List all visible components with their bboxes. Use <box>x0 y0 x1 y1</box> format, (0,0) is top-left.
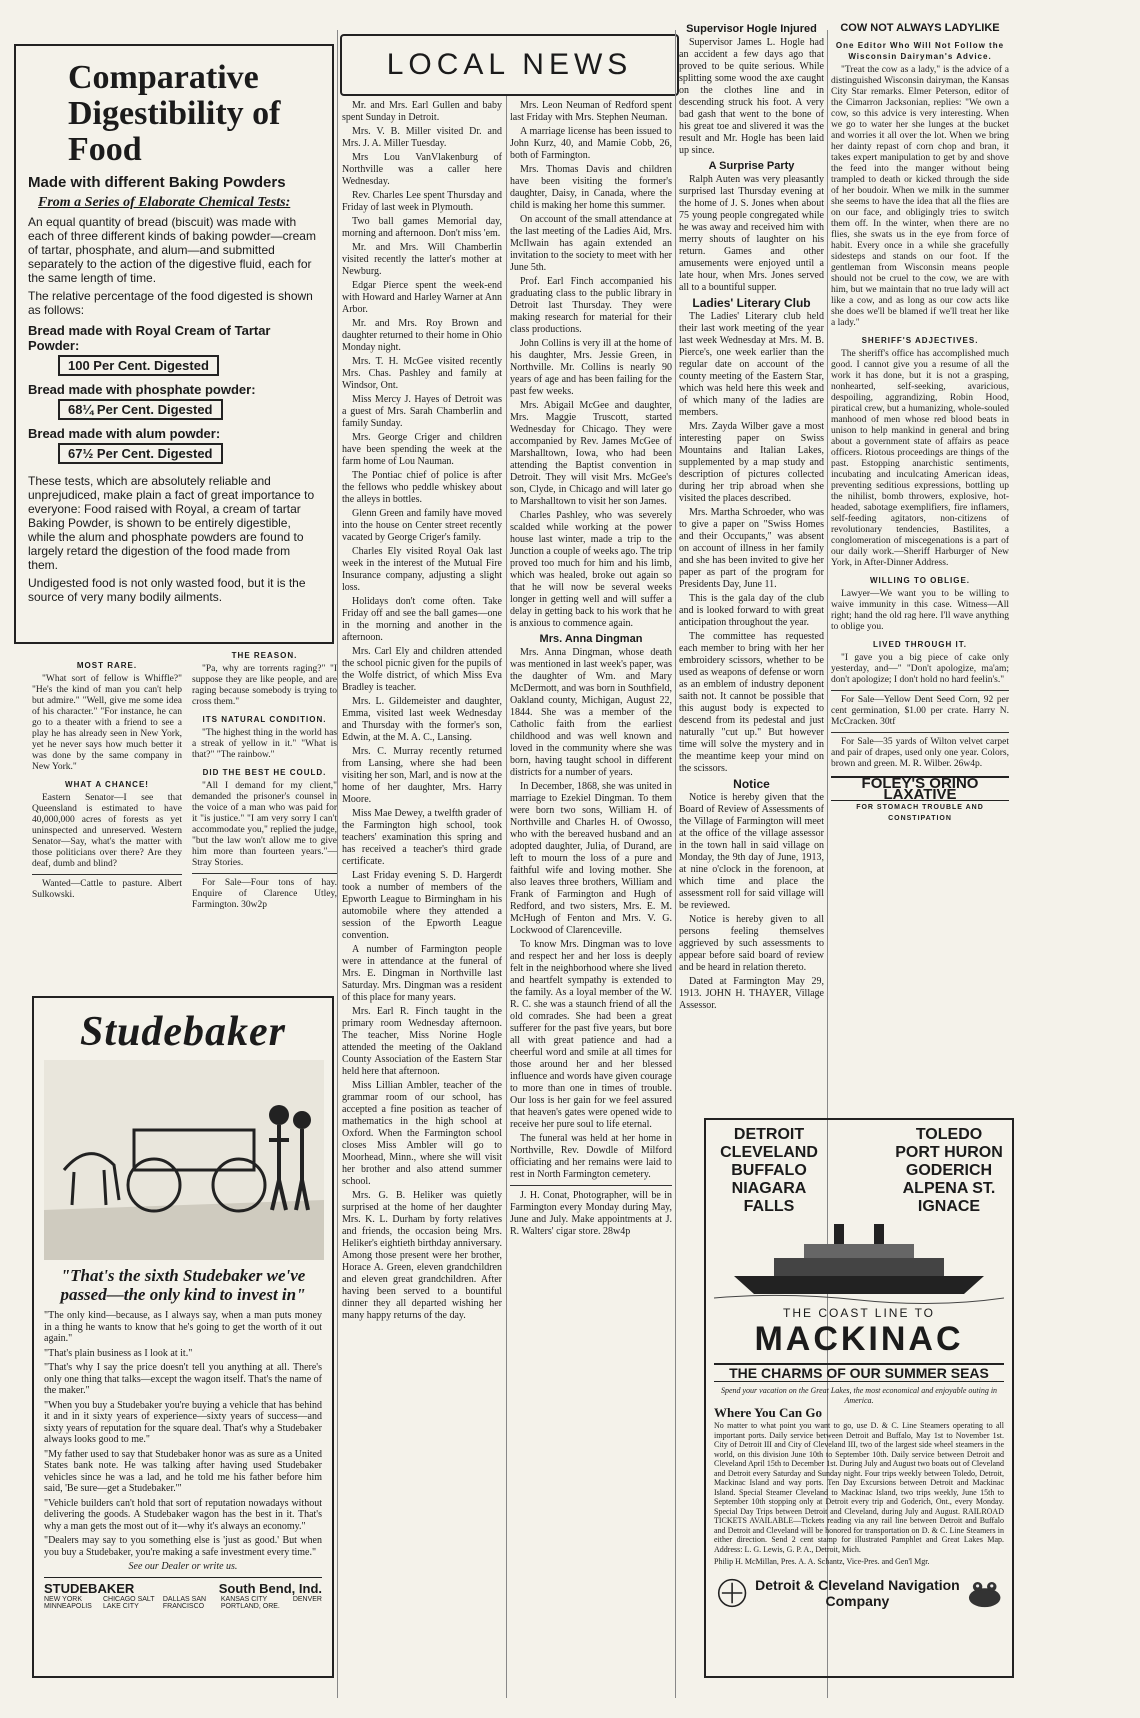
heading-the-reason: THE REASON. <box>231 651 298 660</box>
ad-body1: These tests, which are absolutely reliable and unprejudiced, make plain a fact of great importance to everyone: Food raised with Royal, a cream of tartar Baking Powder, is shown to be entirely digestible, while the alum and phosphate powders are found to largely retard the digestion of the food made from them. <box>28 474 315 572</box>
ad-title: Comparative Digestibility of Food <box>68 59 281 168</box>
local-news-item: A number of Farmington people were in attendance at the funeral of Mrs. E. Dingman in Northville last Saturday. Mrs. Dingman was a resident of this place for many years. <box>342 944 502 1003</box>
ad-paragraph: "That's plain business as I look at it." <box>44 1347 193 1359</box>
result-label-royal: Bread made with Royal Cream of Tartar Powder: <box>28 323 271 353</box>
local-news-item: Edgar Pierce spent the week-end with Howard and Harley Warner at Ann Arbor. <box>342 280 502 315</box>
result-label-alum: Bread made with alum powder: <box>28 426 221 441</box>
story-paragraph: This is the gala day of the club and is looked forward to with great anticipation throughout the year. <box>679 593 824 628</box>
heading-hogle-injured: Supervisor Hogle Injured <box>686 23 817 35</box>
news-column-3 <box>342 100 502 1710</box>
obituary-paragraph: In December, 1868, she was united in marriage to Ezekiel Dingman. To them were born two sons, William H. of Northville and Charles H. of Owosso, who with the bereaved husband and an adopted daughter, Julia, of Durand, are left to mourn the loss of a pure and faithful wife and loving mother. She also leaves three brothers, William and Frank of Farmington and Hugh of Redford, and two sisters, Mrs. E. M. McHugh of Fenton and Mrs. V. G. Lockwood of Clarenceville. <box>510 781 672 936</box>
local-news-item: Mrs. T. H. McGee visited recently Mrs. Chas. Pashley and family at Windsor, Ont. <box>342 356 502 391</box>
branch-city: KANSAS CITY PORTLAND, ORE. <box>220 1595 280 1610</box>
story-the-reason: "Pa, why are torrents raging?" "I suppose they are like people, and are raging because somebody is trying to cross them." <box>192 664 337 707</box>
local-news-item: Miss Mercy J. Hayes of Detroit was a guest of Mrs. Sarah Chamberlin and family Sunday. <box>342 394 502 429</box>
result-label-phosphate: Bread made with phosphate powder: <box>28 382 256 397</box>
heading-literary-club: Ladies' Literary Club <box>692 296 811 310</box>
ad-paragraph: "My father used to say that Studebaker honor was as sure as a United States bank note. He was talking after having used Studebaker vehicles since he was a lad, and he told me his father before him said, 'Be sure—get a Studebaker.'" <box>44 1448 322 1494</box>
classified-seed-corn: For Sale—Yellow Dent Seed Corn, 92 per cent germination, $1.00 per crate. Harry N. McCracken. 30tf <box>831 695 1009 727</box>
classified-hay-sale: For Sale—Four tons of hay. Enquire of Clarence Utley, Farmington. 30w2p <box>192 878 337 910</box>
heading-surprise-party: A Surprise Party <box>708 160 795 172</box>
dc-company-name: Detroit & Cleveland Navigation Company <box>755 1576 960 1609</box>
dealer-note: See our Dealer or write us. <box>128 1561 238 1572</box>
story-paragraph: The Ladies' Literary club held their last work meeting of the year last week Wednesday at Mrs. M. B. Pierce's, one week earlier than the regular date on account of the county meeting of the Eastern Star, which was held here this week and of which many of the ladies are members. <box>679 311 824 418</box>
heading-what-a-chance: WHAT A CHANCE! <box>65 780 149 789</box>
story-lived: "I gave you a big piece of cake only yesterday, and—" "Don't apologize, ma'am; don't apologize; I don't hold no hard feelin's." <box>831 653 1009 685</box>
ad-intro2: The relative percentage of the food digested is shown as follows: <box>28 289 313 317</box>
result-value-phosphate: 68¼ Per Cent. Digested <box>58 399 223 420</box>
heading-lived: LIVED THROUGH IT. <box>873 640 967 649</box>
local-news-item: Miss Lillian Ambler, teacher of the grammar room of our school, has accepted a fine position as teacher of mathematics in the high school at Oxford. When the Farmington school closes Miss Ambler will go to Moorhead, Minn., where she will visit her brother and also attend summer school. <box>342 1080 502 1187</box>
story-what-a-chance: Eastern Senator—I see that Queensland is estimated to have 40,000,000 acres of forests as yet uninspected and unreserved. Western Senator—Say, what's the matter with those politicians over there? Are they deaf, dumb and blind? <box>32 793 182 869</box>
local-news-masthead: LOCAL NEWS <box>340 34 679 96</box>
studebaker-footer <box>44 1577 322 1596</box>
foley-laxative-ad: FOLEY'S ORINO LAXATIVE <box>831 776 1009 801</box>
local-news-item: Mrs. G. B. Heliker was quietly surprised at the home of her daughter Mrs. K. L. Durham by forty relatives and friends, the occasion being Mrs. Heliker's eightieth birthday anniversary. Among those present were her brother, Horace A. Green, eleven grandchildren and eleven great grandchildren. After having been served to a bountiful dinner they all departed wishing her many happy returns of the day. <box>342 1190 502 1321</box>
local-news-item: Mrs. Thomas Davis and children have been visiting the former's daughter, Daisy, in Canada, where the child is making her home this summer. <box>510 164 672 211</box>
studebaker-ad <box>32 996 334 1678</box>
ad-paragraph: "When you buy a Studebaker you're buying a vehicle that has behind it and in it sixty years of experience—sixty years of success—and sixty years of reputation for the square deal. That's why a Studebaker always looks good to me." <box>44 1399 322 1445</box>
company-name: STUDEBAKER <box>44 1580 135 1596</box>
heading-most-rare: MOST RARE. <box>76 661 138 670</box>
branch-city: CHICAGO SALT LAKE CITY <box>102 1595 155 1610</box>
local-news-item: Mrs. Carl Ely and children attended the school picnic given for the pupils of the Wolfe district, of which Miss Eva Bradley is teacher. <box>342 646 502 693</box>
local-news-item: Glenn Green and family have moved into the house on Center street recently vacated by George Criger's family. <box>342 508 502 543</box>
foley-sub: FOR STOMACH TROUBLE AND CONSTIPATION <box>856 804 984 822</box>
local-news-item: Mrs. Earl R. Finch taught in the primary room Wednesday afternoon. The teacher, Miss Norine Hogle attended the meeting of the Oakland County Association of the Eastern Star held here that afternoon. <box>342 1006 502 1077</box>
obituary-paragraph: The funeral was held at her home in Northville, Rev. Dowdle of Milford officiating and her remains were laid to rest in North Farmington cemetery. <box>510 1133 672 1180</box>
news-column-6 <box>831 20 1009 1110</box>
classified-carpet: For Sale—35 yards of Wilton velvet carpet and pair of drapes, used only one year. Colors, brown and green. M. R. Wilber. 26w4p. <box>831 737 1009 769</box>
ports-left: DETROIT CLEVELAND BUFFALO NIAGARA FALLS <box>720 1126 818 1215</box>
local-news-item: Charles Ely visited Royal Oak last week in the interest of the Mutual Fire Insurance company, adjusting a slight loss. <box>342 546 502 593</box>
story-paragraph: The committee has requested each member to bring with her her embroidery scissors, whether to be used as weapons of defense or worn as an emblem of industry deponent saith not. It cannot be possible that this august body is expected to descend from its pedestal and just naturally "cut up." But however time will solve the mystery and in the meantime keep your mind on the scissors. <box>679 631 824 774</box>
wagon-illustration-icon <box>44 1060 324 1260</box>
local-news-item: Mrs. Abigail McGee and daughter, Mrs. Maggie Truscott, started Wednesday for Chicago. They were accompanied by Rev. James McGee of Marshalltown, Iowa, who had been attending the Baptist convention in Detroit. They will visit Mrs. McGee's son, Clyde, in Chicago and will later go to Marshalltown to visit her son James. <box>510 400 672 507</box>
ad-series: From a Series of Elaborate Chemical Tests: <box>38 195 291 210</box>
conat-photographer-notice: J. H. Conat, Photographer, will be in Farmington every Monday during May, June and July. Make appointments at J. R. Walters' cigar store. 28w4p <box>510 1190 672 1237</box>
studebaker-tagline: "That's the sixth Studebaker we've passed—the only kind to invest in" <box>60 1266 306 1304</box>
coast-line-label: THE COAST LINE TO <box>782 1306 936 1320</box>
heading-notice: Notice <box>733 777 770 791</box>
local-news-item: Mr. and Mrs. Earl Gullen and baby spent Sunday in Detroit. <box>342 100 502 123</box>
local-news-item: Mrs. V. B. Miller visited Dr. and Mrs. J. A. Miller Tuesday. <box>342 126 502 149</box>
heading-anna-dingman: Mrs. Anna Dingman <box>539 633 643 645</box>
local-news-item: Charles Pashley, who was severely scalded while working at the power house last winter, made a trip to the Junction a couple of weeks ago. The trip proved too much for him and his limb, which was healed, broke out again so that he will now be several weeks longer in getting well and will suffer a delay in getting back to his work that he is anxious to commence again. <box>510 510 672 629</box>
ad-paragraph: "That's why I say the price doesn't tell you anything at all. There's only one thing that talks—except the wagon itself. That's the name of the maker." <box>44 1362 322 1396</box>
ad-paragraph: "Dealers may say to you something else is 'just as good.' But when you buy a Studebaker, you're making a safe investment every time." <box>44 1535 322 1558</box>
ad-paragraph: "Vehicle builders can't hold that sort of reputation nowadays without delivering the goods. A Studebaker wagon has the best in it. That's why a man gets the most out of it—why it's always an economy." <box>44 1497 322 1532</box>
classified-wanted-cattle: Wanted—Cattle to pasture. Albert Sulkowski. <box>32 879 182 900</box>
filler-column-mid <box>192 644 337 984</box>
local-news-item: Mrs. L. Gildemeister and daughter, Emma, visited last week Wednesday and Thursday with the former's son, Edwin, at the M. A. C., Lansing. <box>342 696 502 743</box>
local-news-item: Mrs. C. Murray recently returned from Lansing, where she had been visiting her son, Marl, and is now at the home of her daughter, Mrs. Harry Moore. <box>342 746 502 805</box>
local-news-item: Mrs. George Criger and children have been spending the week at the farm home of Lou Nauman. <box>342 432 502 467</box>
subheading-cow: One Editor Who Will Not Follow the Wisconsin Dairyman's Advice. <box>835 41 1005 61</box>
notice-paragraph: Notice is hereby given that the Board of Review of Assessments of the Village of Farmington will meet at the office of the village assessor in the town hall in said village on Monday, the 9th day of June, 1913, at nine o'clock in the forenoon, at which time and place the assessment roll for said village will be reviewed. <box>679 792 824 911</box>
obituary-paragraph: To know Mrs. Dingman was to love and respect her and her loss is deeply felt in the neighborhood where she lived and heartfelt sympathy is extended to the family. As a loyal member of the W. R. C. she was a staunch friend of all the old comrades. She had been a great sufferer for the past five years, but bore all with great patience and had a cheerful word and smile at all times for those around her and her blessed influence and words have given courage to more than one in times of trouble. Our loss is her gain for we feel assured that heaven's gates were opened wide to receive her pure soul to life eternal. <box>510 939 672 1130</box>
story-paragraph: Mrs. Martha Schroeder, who was to give a paper on "Swiss Homes and their Occupants," was absent on account of illness in her family and she has been invited to give her paper as part of the program for Presidents Day, June 11. <box>679 507 824 590</box>
coast-line-ad <box>704 1118 1014 1678</box>
charms-heading: THE CHARMS OF OUR SUMMER SEAS <box>714 1363 1004 1382</box>
ad-body2: Undigested food is not only wasted food, but it is the source of very many bodily ailments. <box>28 576 306 604</box>
mackinac-title: MACKINAC <box>754 1320 964 1358</box>
local-news-item: Mr. and Mrs. Will Chamberlin visited recently the latter's mother at Newburg. <box>342 242 502 277</box>
dc-emblem-icon <box>714 1573 750 1613</box>
result-value-alum: 67½ Per Cent. Digested <box>58 443 223 464</box>
ports-right: TOLEDO PORT HURON GODERICH ALPENA ST. IGNACE <box>895 1126 1003 1215</box>
heading-did-the-best: DID THE BEST HE COULD. <box>202 768 327 777</box>
story-willing: Lawyer—We want you to be willing to waive immunity in this case. Witness—All right; hand the old rag here. I'll wave anything to oblige you. <box>831 589 1009 632</box>
story-most-rare: "What sort of fellow is Whiffle?" "He's the kind of man you can't help but admire." "Well, give me some idea of his character." "For instance, he can go to a theater with a friend to see a play he has already seen in New York, yet he never says how much better it was done by the same company in New York." <box>32 674 182 772</box>
local-news-item: Two ball games Memorial day, morning and afternoon. Don't miss 'em. <box>342 216 502 239</box>
filler-column-left <box>32 654 182 984</box>
frog-icon <box>965 1571 1004 1615</box>
ports-row <box>714 1126 1004 1216</box>
steamship-illustration-icon <box>714 1216 1004 1306</box>
royal-baking-powder-ad <box>14 44 334 644</box>
story-sheriff: The sheriff's office has accomplished much good. I cannot give you a resume of all the work it has done, but it is not a grasping, nonhearted, self-seeking, avaricious, despoiling, aggrandizing, Robin Hood, piratical crew, but a humanizing, whole-souled manhood of men whose red blood beats in unison to help mankind in general and bring about a government state of affairs as peace officers. Riotous proceedings are things of the past. Estopping anarchistic sentiments, incubating and inculcating American ideas, preventing seditious expressions, bottling up the nihilist, bomb throwers, explosive, hot-headed, sabotage exemplifiers, fire inflamers, self-feeding agitators, non-citizens of revolutionary tendencies, Bastilites, a conglomeration of miscegenations is a part of our daily work.—Sheriff Harburger of New York, in After-Dinner Address. <box>831 349 1009 568</box>
branch-city: DALLAS SAN FRANCISCO <box>162 1595 207 1610</box>
local-news-item: On account of the small attendance at the last meeting of the Ladies Aid, Mrs. McIlwain has again extended an invitation to the society to meet with her June 5th. <box>510 214 672 273</box>
story-did-the-best: "All I demand for my client," demanded the prisoner's counsel in the voice of a man who was paid for it "is justice." "I am very sorry I can't accommodate you," replied the judge, "but the law won't allow me to give him more than fourteen years."—Stray Stories. <box>192 781 337 868</box>
story-hogle-injured: Supervisor James L. Hogle had an accident a few days ago that proved to be quite serious. While splitting some wood the axe caught on the clothes line and in descending struck his foot. A very bad gash that went to the bone of his great toe and slivered it was the result and Mr. Hogle has been laid up since. <box>679 37 824 156</box>
branch-city: DENVER <box>292 1595 322 1603</box>
result-value-royal: 100 Per Cent. Digested <box>58 355 219 376</box>
heading-cow-ladylike: COW NOT ALWAYS LADYLIKE <box>840 22 1000 34</box>
local-news-item: Prof. Earl Finch accompanied his graduating class to the public library in Detroit last Thursday. They were making research for material for their class productions. <box>510 276 672 335</box>
obituary-paragraph: Mrs. Anna Dingman, whose death was mentioned in last week's paper, was the daughter of Wm. and Mary McDermott, and was born in Southfield, Oakland county, Michigan, August 22, 1844. She was a member of the Catholic faith from the earliest childhood and was well known and loved in the community where she was born, having taught school in different districts for a number of years. <box>510 647 672 778</box>
story-natural-condition: "The highest thing in the world has a streak of yellow in it." "What is that?" "The rainbow." <box>192 728 337 760</box>
coast-footer <box>714 1571 1004 1615</box>
local-news-item: Rev. Charles Lee spent Thursday and Friday of last week in Plymouth. <box>342 190 502 213</box>
notice-paragraph: Dated at Farmington May 29, 1913. JOHN H. THAYER, Village Assessor. <box>679 976 824 1011</box>
local-news-item: The Pontiac chief of police is after the fellows who peddle whiskey about the alleys in bottles. <box>342 470 502 505</box>
local-news-item: A marriage license has been issued to John Kurz, 40, and Mamie Cobb, 26, both of Farmington. <box>510 126 672 161</box>
ad-subtitle: Made with different Baking Powders <box>28 174 286 191</box>
local-news-item: Mr. and Mrs. Roy Brown and daughter returned to their home in Ohio Monday night. <box>342 318 502 353</box>
ad-intro: An equal quantity of bread (biscuit) was made with each of three different kinds of baking powder—cream of tartar, phosphate, and alum—and submitted separately to the action of the digestive fluid, each for the same length of time. <box>28 215 316 285</box>
local-news-item: Holidays don't come often. Take Friday off and see the ball games—one in the morning and another in the afternoon. <box>342 596 502 643</box>
branch-cities <box>44 1596 322 1610</box>
ad-paragraph: "The only kind—because, as I always say, when a man puts money in a thing he wants to know that he's going to get the worth of it out again." <box>44 1310 322 1344</box>
heading-sheriff: SHERIFF'S ADJECTIVES. <box>861 336 979 345</box>
coast-body: No matter to what point you want to go, use D. & C. Line Steamers operating to all important ports. Daily service between Detroit and Buffalo, May 1st to November 1st. City of Detroit III and City of Cleveland III, two of the largest side wheel steamers in the world, on this division June 10th to September 10th. Daily service between Detroit and Cleveland April 15th to December 1st. During July and August two boats out of Cleveland and Detroit every Saturday and Sunday night. Four trips weekly between Toledo, Detroit, Mackinac Island and way ports. Ten Day Excursions between Detroit and Mackinac Island. Special Steamer Cleveland to Mackinac Island, two trips weekly, June 15th to September 10th stopping only at Detroit every trip and Goderich, Ont., every Monday. Special Day Trips between Detroit and Cleveland, during July and August. RAILROAD TICKETS AVAILABLE—Tickets reading via any rail line between Detroit and Buffalo and Detroit and Cleveland will be honored for transportation on D. & C. Line Steamers in either direction. Send 2 cent stamp for illustrated Pamphlet and Great Lakes Map. Address: L. G. Lewis, G. P. A., Detroit, Mich. <box>714 1421 1004 1554</box>
story-cow-ladylike: "Treat the cow as a lady," is the advice of a distinguished Wisconsin dairyman, the Kansas City Star remarks. Elmer Peterson, editor of the Cimarron Jacksonian, replies: "We own a cow, so this advice is very interesting. When we go to water her she lunges at the bucket and worries it all over the lot. When we bring her dainty repast of corn chop and bran, it takes expert manipulation to get by and shove the feed into the manger without being trampled to death or kicked through the side of her boudoir. When we milk in the summer she seems to have the idea that all the flies are on our face, and obligingly tries to switch them off. In the winter, when there are no flies, she swats us in the eye from force of habit. Every once in a while she gracefully sidesteps and stands on our foot. If the gentleman from Wisconsin means people should not be cruel to the cow, we are with him, but we maintain that no true lady will act like a cow, and as long as our cow acts like she does we'll be blamed if we'll treat her like a lady." <box>831 65 1009 328</box>
local-news-item: Mrs. Leon Neuman of Redford spent last Friday with Mrs. Stephen Neuman. <box>510 100 672 123</box>
news-column-4 <box>510 100 672 1710</box>
notice-paragraph: Notice is hereby given to all persons feeling themselves aggrieved by such assessments to appear before said board of review and be heard in relation thereto. <box>679 914 824 973</box>
heading-natural-condition: ITS NATURAL CONDITION. <box>202 715 327 724</box>
local-news-item: Mrs Lou VanVlakenburg of Northville was a caller here Wednesday. <box>342 152 502 187</box>
branch-city: NEW YORK MINNEAPOLIS <box>44 1595 92 1610</box>
story-paragraph: Mrs. Zayda Wilber gave a most interesting paper on Swiss Mountains and Italian Lakes, supplemented by a map study and description of pictures collected during her trip abroad when she visited the places described. <box>679 421 824 504</box>
where-you-can-go: Where You Can Go <box>714 1405 822 1420</box>
story-surprise-party: Ralph Auten was very pleasantly surprised last Thursday evening at the home of J. S. Jones when about 75 young people congregated while he was away and received him with merry shouts of laughter on his return. Games and other amusements were enjoyed until a late hour, when Mrs. Jones served all to a bountiful supper. <box>679 174 824 293</box>
local-news-item: John Collins is very ill at the home of his daughter, Mrs. Jessie Green, in Northville. Mr. Collins is nearly 90 years of age and has been failing for the past few weeks. <box>510 338 672 397</box>
company-city: South Bend, Ind. <box>218 1580 322 1596</box>
coast-lead: Spend your vacation on the Great Lakes, the most economical and enjoyable outing in America. <box>720 1386 998 1405</box>
heading-willing: WILLING TO OBLIGE. <box>869 576 971 585</box>
studebaker-logo: Studebaker <box>79 1009 286 1055</box>
local-news-item: Miss Mae Dewey, a twelfth grader of the Farmington high school, took teachers' examination this spring and has received a teacher's third grade certificate. <box>342 808 502 867</box>
news-column-5 <box>679 20 824 1110</box>
coast-officers: Philip H. McMillan, Pres. A. A. Schantz, Vice-Pres. and Gen'l Mgr. <box>714 1557 930 1566</box>
local-news-item: Last Friday evening S. D. Hargerdt took a number of members of the Epworth League to Birmingham in his automobile where they attended a session of the Epworth League convention. <box>342 870 502 941</box>
